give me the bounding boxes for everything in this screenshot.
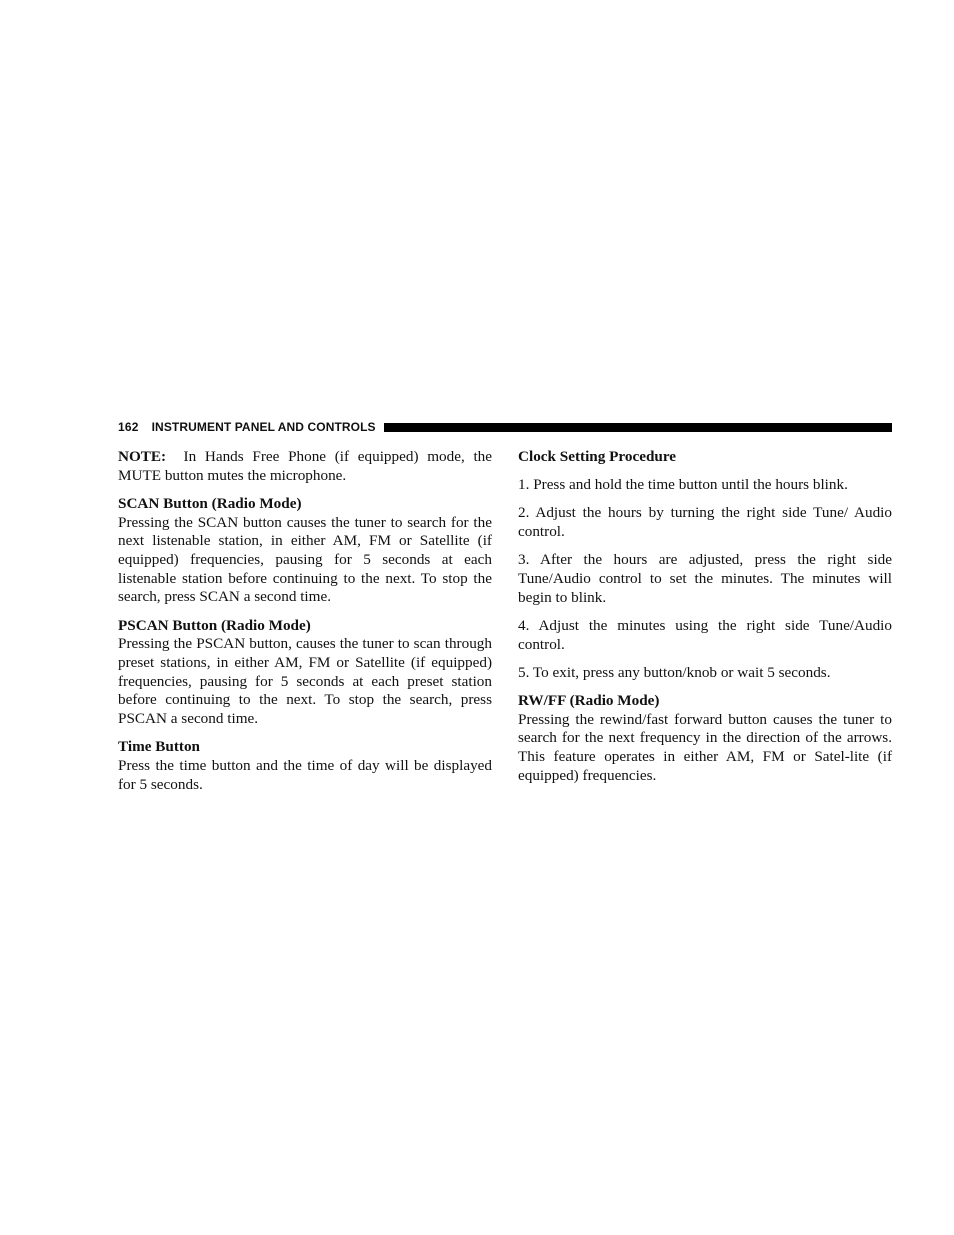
page-number: 162 xyxy=(118,420,139,434)
clock-step-3: 3. After the hours are adjusted, press the right side Tune/Audio control to set the minutes. The minutes will begin to blink. xyxy=(518,551,892,606)
page-header xyxy=(118,419,892,435)
header-rule xyxy=(384,423,892,432)
time-text: Press the time button and the time of day will be displayed for 5 seconds. xyxy=(118,757,492,793)
right-column xyxy=(518,448,892,795)
clock-step-2: 2. Adjust the hours by turning the right side Tune/ Audio control. xyxy=(518,504,892,541)
pscan-text: Pressing the PSCAN button, causes the tuner to scan through preset stations, in either AM, FM or Satellite (if equipped) frequencies, pausing for 5 seconds at each preset station before continuing to the next. To stop the search, press PSCAN a second time. xyxy=(118,635,492,728)
note-paragraph xyxy=(118,448,492,485)
clock-step-5: 5. To exit, press any button/knob or wait 5 seconds. xyxy=(518,663,831,681)
clock-heading: Clock Setting Procedure xyxy=(518,448,677,465)
left-column xyxy=(118,448,492,804)
section-title: INSTRUMENT PANEL AND CONTROLS xyxy=(151,420,376,434)
clock-step-1: 1. Press and hold the time button until the hours blink. xyxy=(518,476,848,494)
time-heading: Time Button xyxy=(118,738,200,756)
pscan-heading: PSCAN Button (Radio Mode) xyxy=(118,616,311,634)
note-label: NOTE: xyxy=(118,448,167,465)
scan-text: Pressing the SCAN button causes the tuner to search for the next listenable station, in either AM, FM or Satellite (if equipped) frequencies, pausing for 5 seconds at each listenable station before continuing to the next. To stop the search, press SCAN a second time. xyxy=(118,513,492,606)
rwff-text: Pressing the rewind/fast forward button causes the tuner to search for the next frequency in the direction of the arrows. This feature operates in either AM, FM or Satel-lite (if equipped) frequencies. xyxy=(518,710,892,784)
scan-heading: SCAN Button (Radio Mode) xyxy=(118,494,302,512)
clock-step-4: 4. Adjust the minutes using the right side Tune/Audio control. xyxy=(518,616,892,653)
note-text: In Hands Free Phone (if equipped) mode, the MUTE button mutes the microphone. xyxy=(118,448,492,484)
rwff-heading: RW/FF (Radio Mode) xyxy=(518,692,660,710)
